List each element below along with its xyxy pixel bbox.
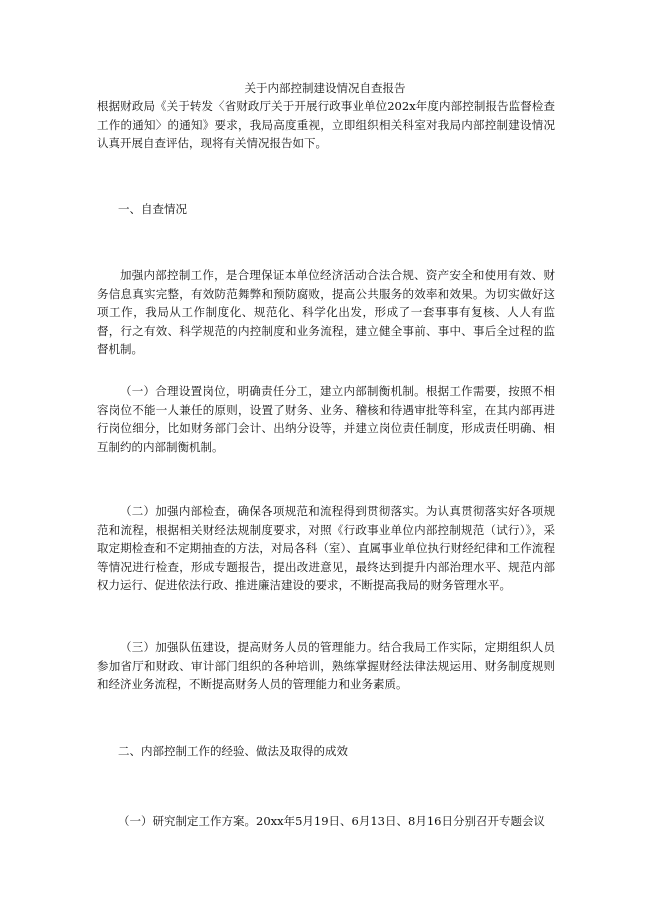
- section1-paragraph: 加强内部控制工作，是合理保证本单位经济活动合法合规、资产安全和使用有效、财务信息真实完整，有效防范舞弊和预防腐败，提高公共服务的效率和效果。为切实做好这项工作，我局从工作制度化、规范化、科学化出发，形成了一套事事有复核、人人有监督，行之有效、科学规范的内控制度和业务流程，建立健全事前、事中、事后全过程的监督机制。: [97, 268, 555, 356]
- section2-item1-paragraph: （一）研究制定工作方案。20xx年5月19日、6月13日、8月16日分别召开专题会议: [118, 814, 545, 828]
- item2-paragraph: （二）加强内部检查，确保各项规范和流程得到贯彻落实。为认真贯彻落实好各项规范和流程，根据相关财经法规制度要求，对照《行政事业单位内部控制规范（试行）》，采取定期检查和不定期抽查的方法，对局各科（室）、直属事业单位执行财经纪律和工作流程等情况进行检查，形成专题报告，提出改进意见，最终达到提升内部治理水平、规范内部权力运行、促进依法行政、推进廉洁建设的要求，不断提高我局的财务管理水平。: [97, 504, 555, 592]
- intro-paragraph: 根据财政局《关于转发〈省财政厅关于开展行政事业单位202x年度内部控制报告监督检查工作的通知〉的通知》要求，我局高度重视，立即组织相关科室对我局内部控制建设情况认真开展自查评估，现将有关情况报告如下。: [97, 99, 555, 150]
- item1-paragraph: （一）合理设置岗位，明确责任分工，建立内部制衡机制。根据工作需要，按照不相容岗位不能一人兼任的原则，设置了财务、业务、稽核和待遇审批等科室，在其内部再进行岗位细分，比如财务部门会计、出纳分设等，并建立岗位责任制度，形成责任明确、相互制约的内部制衡机制。: [97, 384, 555, 454]
- section1-heading: 一、自查情况: [118, 202, 187, 216]
- section2-heading: 二、内部控制工作的经验、做法及取得的成效: [118, 744, 348, 758]
- document-title: 关于内部控制建设情况自查报告: [244, 81, 406, 95]
- item3-paragraph: （三）加强队伍建设，提高财务人员的管理能力。结合我局工作实际，定期组织人员参加省厅和财政、审计部门组织的各种培训，熟练掌握财经法律法规运用、财务制度规则和经济业务流程，不断提高财务人员的管理能力和业务素质。: [97, 640, 555, 691]
